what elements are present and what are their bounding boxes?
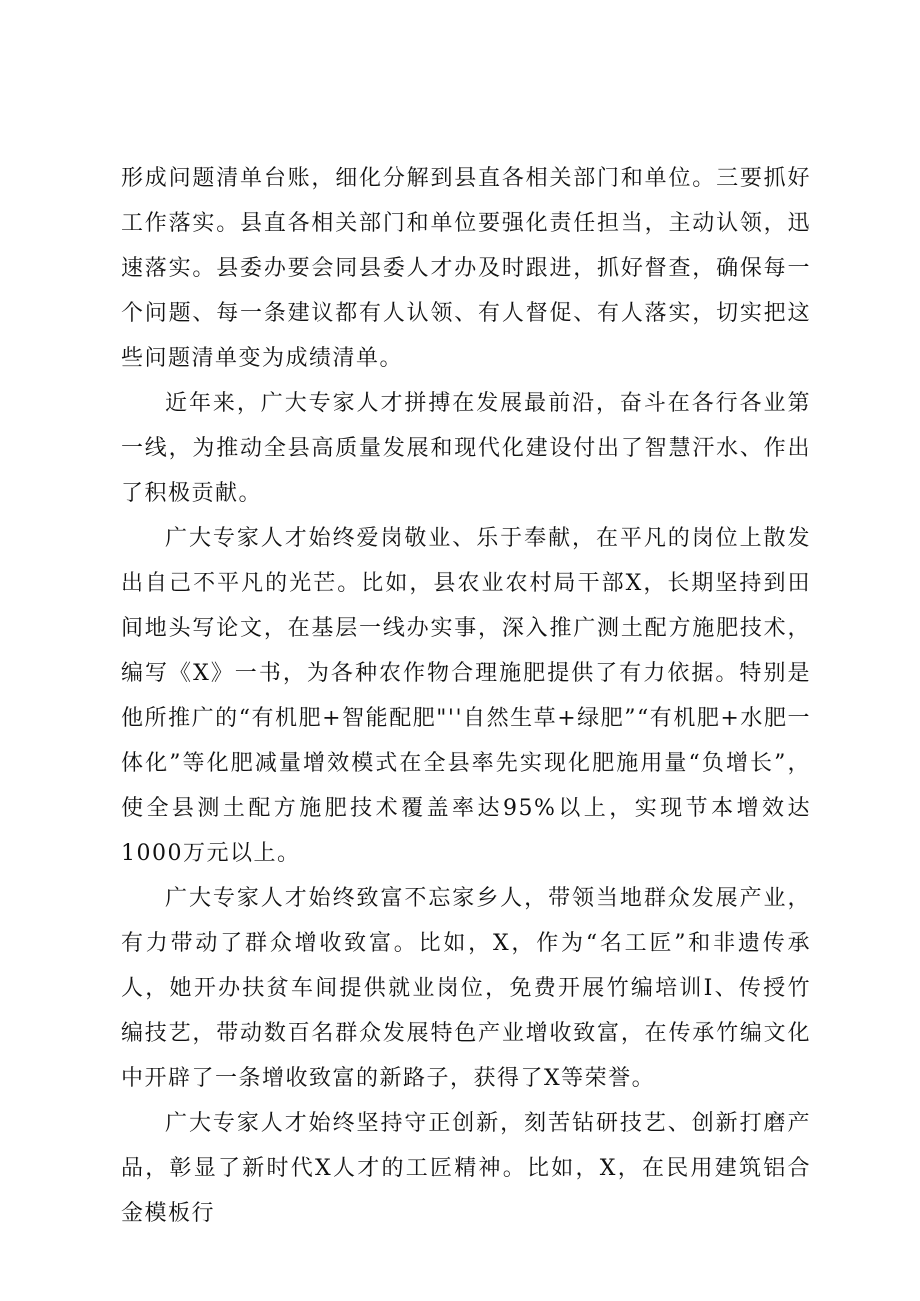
paragraph-5: 广大专家人才始终坚持守正创新，刻苦钻研技艺、创新打磨产品，彰显了新时代X人才的工匠精神。比如，X，在民用建筑铝合金模板行 [121,1111,811,1226]
paragraph-4: 广大专家人才始终致富不忘家乡人，带领当地群众发展产业，有力带动了群众增收致富。比如，X，作为“名工匠”和非遗传承人，她开办扶贫车间提供就业岗位，免费开展竹编培训I、传授竹编技艺，带动数百名群众发展特色产业增收致富，在传承竹编文化中开辟了一条增收致富的新路子，获得了X等荣誉。 [121,886,811,1091]
paragraph-3: 广大专家人才始终爱岗敬业、乐于奉献，在平凡的岗位上散发出自己不平凡的光芒。比如，县农业农村局干部X，长期坚持到田间地头写论文，在基层一线办实事，深入推广测土配方施肥技术，编写《X》一书，为各种农作物合理施肥提供了有力依据。特别是他所推广的“有机肥+智能配肥"''自然生草+绿肥”“有机肥+水肥一体化”等化肥减量增效模式在全县率先实现化肥施用量“负增长”，使全县测土配方施肥技术覆盖率达95%以上，实现节本增效达1000万元以上。 [121,526,811,866]
paragraph-1: 形成问题清单台账，细化分解到县直各相关部门和单位。三要抓好工作落实。县直各相关部门和单位要强化责任担当，主动认领，迅速落实。县委办要会同县委人才办及时跟进，抓好督查，确保每一个问题、每一条建议都有人认领、有人督促、有人落实，切实把这些问题清单变为成绩清单。 [121,166,811,371]
paragraph-2: 近年来，广大专家人才拼搏在发展最前沿，奋斗在各行各业第一线，为推动全县高质量发展和现代化建设付出了智慧汗水、作出了积极贡献。 [121,391,811,506]
document-body [121,156,811,1236]
